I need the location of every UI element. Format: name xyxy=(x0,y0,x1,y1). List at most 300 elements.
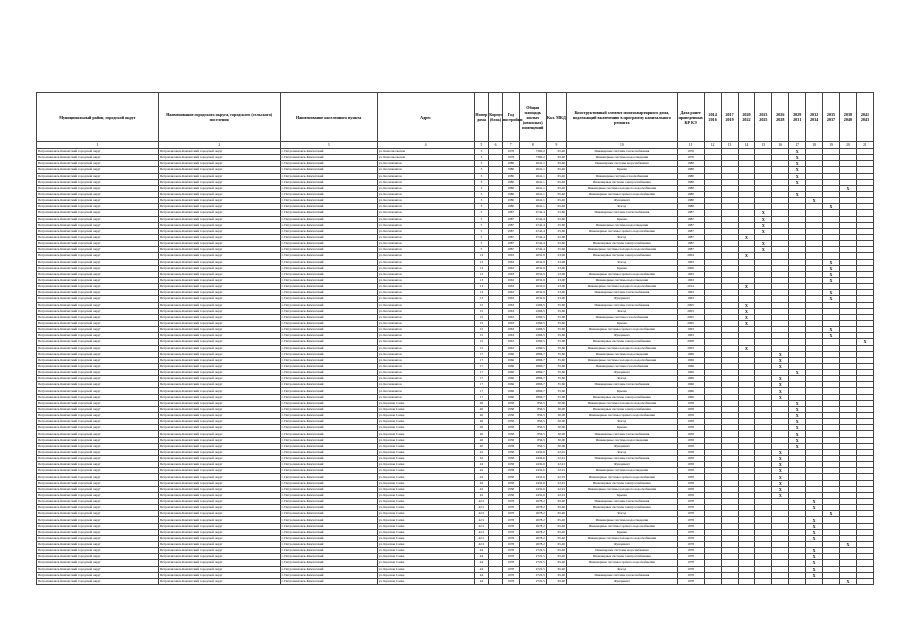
column-number: 14 xyxy=(738,142,755,149)
table-body xyxy=(37,149,874,585)
period-cell: X xyxy=(806,529,823,535)
period-cell: X xyxy=(806,523,823,529)
cell-house: 44 xyxy=(474,560,489,566)
cell-district: Петропавловск-Камчатский городской округ xyxy=(37,443,159,449)
cell-district: Петропавловск-Камчатский городской округ xyxy=(37,308,159,314)
cell-area: 2866,7 xyxy=(519,357,546,363)
cell-year: 1966 xyxy=(502,351,519,357)
cell-mkd: 65,40 xyxy=(546,185,566,191)
cell-street: ул. Космонавтов xyxy=(377,351,474,357)
cell-element: Инженерные системы горячего водоснабжения xyxy=(567,228,678,234)
period-cell: X xyxy=(772,351,789,357)
cell-street: ул. Красная Сопка xyxy=(377,468,474,474)
cell-prev: 1958 xyxy=(677,480,704,486)
cell-district: Петропавловск-Камчатский городской округ xyxy=(37,339,159,345)
cell-street: ул. Космонавтов xyxy=(377,234,474,240)
cell-street: ул. Красная Сопка xyxy=(377,548,474,554)
cell-house: 15 xyxy=(474,333,489,339)
cell-district: Петропавловск-Камчатский городской округ xyxy=(37,382,159,388)
period-cell: X xyxy=(789,149,806,155)
cell-element: Инженерные системы горячего водоснабжения xyxy=(567,191,678,197)
cell-locality: г. Петропавловск-Камчатский xyxy=(280,167,377,173)
cell-element: Крыша xyxy=(567,167,678,173)
cell-district: Петропавловск-Камчатский городской округ xyxy=(37,511,159,517)
cell-district: Петропавловск-Камчатский городской округ xyxy=(37,345,159,351)
cell-street: ул. Красная Сопка xyxy=(377,425,474,431)
cell-settlement: Петропавловск-Камчатский городской округ xyxy=(158,370,280,376)
cell-prev: 1978 xyxy=(677,505,704,511)
cell-prev: 1980 xyxy=(677,179,704,185)
cell-district: Петропавловск-Камчатский городской округ xyxy=(37,370,159,376)
column-number: 7 xyxy=(502,142,519,149)
cell-street: ул. Космонавтов xyxy=(377,339,474,345)
cell-prev: 1980 xyxy=(677,185,704,191)
cell-district: Петропавловск-Камчатский городской округ xyxy=(37,523,159,529)
cell-prev: 1966 xyxy=(677,370,704,376)
cell-district: Петропавловск-Камчатский городской округ xyxy=(37,179,159,185)
cell-locality: г. Петропавловск-Камчатский xyxy=(280,228,377,234)
cell-element: Инженерные системы водоотведения xyxy=(567,517,678,523)
cell-district: Петропавловск-Камчатский городской округ xyxy=(37,241,159,247)
cell-district: Петропавловск-Камчатский городской округ xyxy=(37,474,159,480)
column-number: 10 xyxy=(567,142,678,149)
cell-house: 17 xyxy=(474,376,489,382)
cell-prev: 1978 xyxy=(677,554,704,560)
cell-district: Петропавловск-Камчатский городской округ xyxy=(37,505,159,511)
cell-element: Инженерные системы теплоснабжения xyxy=(567,572,678,578)
cell-street: ул. Красная Сопка xyxy=(377,406,474,412)
cell-mkd: 35,60 xyxy=(546,382,566,388)
cell-locality: г. Петропавловск-Камчатский xyxy=(280,535,377,541)
cell-year: 1958 xyxy=(502,449,519,455)
cell-house: 13 xyxy=(474,265,489,271)
period-cell: X xyxy=(823,296,840,302)
cell-element: Инженерные системы водоотведения xyxy=(567,155,678,161)
cell-street: ул. Красная Сопка xyxy=(377,517,474,523)
cell-element: Инженерные системы теплоснабжения xyxy=(567,149,678,155)
cell-district: Петропавловск-Камчатский городской округ xyxy=(37,529,159,535)
period-cell: X xyxy=(823,204,840,210)
cell-element: Фундамент xyxy=(567,296,678,302)
period-cell: X xyxy=(738,320,755,326)
cell-street: ул. Космонавтов xyxy=(377,173,474,179)
cell-mkd: 22,91 xyxy=(546,462,566,468)
cell-area: 2266,5 xyxy=(519,333,546,339)
cell-house: 42 xyxy=(474,468,489,474)
cell-mkd: 30,00 xyxy=(546,431,566,437)
cell-house: 3 xyxy=(474,191,489,197)
cell-mkd: 65,40 xyxy=(546,566,566,572)
cell-mkd: 65,40 xyxy=(546,155,566,161)
cell-street: ул. Космонавтов xyxy=(377,241,474,247)
cell-street: ул. Космонавтов xyxy=(377,314,474,320)
cell-year: 1966 xyxy=(502,394,519,400)
cell-locality: г. Петропавловск-Камчатский xyxy=(280,431,377,437)
cell-street: ул. Космонавтов xyxy=(377,179,474,185)
column-number: 6 xyxy=(489,142,503,149)
cell-year: 1963 xyxy=(502,345,519,351)
period-cell: X xyxy=(755,210,772,216)
cell-year: 1958 xyxy=(502,443,519,449)
cell-year: 1980 xyxy=(502,191,519,197)
cell-street: ул. Красная Сопка xyxy=(377,554,474,560)
cell-district: Петропавловск-Камчатский городской округ xyxy=(37,400,159,406)
cell-element: Инженерные системы горячего водоснабжения xyxy=(567,560,678,566)
cell-element: Инженерные системы холодного водоснабжения xyxy=(567,400,678,406)
cell-element: Крыша xyxy=(567,388,678,394)
cell-area: 2866,7 xyxy=(519,394,546,400)
cell-street: ул. Красная Сопка xyxy=(377,486,474,492)
cell-street: ул. Космонавтов xyxy=(377,320,474,326)
cell-locality: г. Петропавловск-Камчатский xyxy=(280,149,377,155)
cell-house: 42 xyxy=(474,456,489,462)
cell-settlement: Петропавловск-Камчатский городской округ xyxy=(158,542,280,548)
period-cell: X xyxy=(839,185,856,191)
cell-settlement: Петропавловск-Камчатский городской округ xyxy=(158,191,280,197)
cell-mkd: 30,00 xyxy=(546,400,566,406)
cell-street: ул. Красная Сопка xyxy=(377,456,474,462)
period-cell: X xyxy=(823,511,840,517)
cell-prev: 2003 xyxy=(677,308,704,314)
cell-house: 3 xyxy=(474,204,489,210)
column-number-row xyxy=(37,142,874,149)
period-cell: X xyxy=(839,542,856,548)
cell-street: ул. Космонавтов xyxy=(377,290,474,296)
cell-settlement: Петропавловск-Камчатский городской округ xyxy=(158,234,280,240)
period-cell: X xyxy=(738,234,755,240)
cell-locality: г. Петропавловск-Камчатский xyxy=(280,462,377,468)
cell-district: Петропавловск-Камчатский городской округ xyxy=(37,578,159,584)
column-number: 1 xyxy=(37,142,159,149)
cell-house: 5 xyxy=(474,247,489,253)
cell-street: ул. Космонавтов xyxy=(377,284,474,290)
cell-street: ул. Красная Сопка xyxy=(377,511,474,517)
cell-area: 2266,5 xyxy=(519,320,546,326)
cell-year: 1980 xyxy=(502,167,519,173)
cell-element: Инженерные системы холодного водоснабжения xyxy=(567,486,678,492)
period-cell: X xyxy=(789,173,806,179)
period-cell: X xyxy=(772,376,789,382)
cell-prev: 1966 xyxy=(677,363,704,369)
cell-element: Фундамент xyxy=(567,333,678,339)
cell-area: 2432,6 xyxy=(519,468,546,474)
cell-settlement: Петропавловск-Камчатский городской округ xyxy=(158,388,280,394)
cell-year: 1980 xyxy=(502,204,519,210)
cell-locality: г. Петропавловск-Камчатский xyxy=(280,413,377,419)
cell-year: 1958 xyxy=(502,406,519,412)
cell-district: Петропавловск-Камчатский городской округ xyxy=(37,185,159,191)
cell-mkd: 65,40 xyxy=(546,548,566,554)
period-cell: X xyxy=(755,222,772,228)
cell-area: 2266,5 xyxy=(519,314,546,320)
period-cell: X xyxy=(856,339,873,345)
cell-area: 2641,1 xyxy=(519,173,546,179)
cell-street: ул. Красная Сопка xyxy=(377,578,474,584)
cell-locality: г. Петропавловск-Камчатский xyxy=(280,443,377,449)
cell-locality: г. Петропавловск-Камчатский xyxy=(280,419,377,425)
cell-area: 4742,4 xyxy=(519,210,546,216)
cell-district: Петропавловск-Камчатский городской округ xyxy=(37,228,159,234)
period-cell: X xyxy=(823,271,840,277)
period-cell: X xyxy=(823,327,840,333)
cell-mkd: 22,91 xyxy=(546,468,566,474)
cell-street: ул. Красная Сопка xyxy=(377,572,474,578)
cell-street: ул. Красная Сопка xyxy=(377,419,474,425)
cell-area: 2032,9 xyxy=(519,271,546,277)
capital-repair-table xyxy=(36,92,874,585)
period-cell: X xyxy=(789,179,806,185)
cell-district: Петропавловск-Камчатский городской округ xyxy=(37,161,159,167)
cell-street: ул. Космонавтов xyxy=(377,191,474,197)
cell-settlement: Петропавловск-Камчатский городской округ xyxy=(158,179,280,185)
cell-area: 856,5 xyxy=(519,406,546,412)
cell-prev: 1978 xyxy=(677,572,704,578)
cell-area: 2032,9 xyxy=(519,284,546,290)
cell-area: 2866,7 xyxy=(519,388,546,394)
cell-locality: г. Петропавловск-Камчатский xyxy=(280,499,377,505)
cell-area: 2722,5 xyxy=(519,548,546,554)
period-cell: X xyxy=(789,443,806,449)
cell-area: 2032,9 xyxy=(519,265,546,271)
period-cell: X xyxy=(823,290,840,296)
cell-house: 44 xyxy=(474,554,489,560)
cell-locality: г. Петропавловск-Камчатский xyxy=(280,456,377,462)
period-cell: X xyxy=(823,277,840,283)
cell-prev: 1980 xyxy=(677,204,704,210)
cell-year: 1963 xyxy=(502,296,519,302)
cell-prev: 1966 xyxy=(677,388,704,394)
cell-district: Петропавловск-Камчатский городской округ xyxy=(37,302,159,308)
cell-mkd: 22,91 xyxy=(546,492,566,498)
cell-mkd: 23,00 xyxy=(546,259,566,265)
cell-settlement: Петропавловск-Камчатский городской округ xyxy=(158,511,280,517)
cell-mkd: 23,00 xyxy=(546,290,566,296)
cell-settlement: Петропавловск-Камчатский городской округ xyxy=(158,394,280,400)
cell-street: ул. Красная Сопка xyxy=(377,560,474,566)
cell-prev: 1958 xyxy=(677,406,704,412)
cell-house: 5 xyxy=(474,210,489,216)
cell-element: Инженерные системы теплоснабжения xyxy=(567,382,678,388)
cell-district: Петропавловск-Камчатский городской округ xyxy=(37,486,159,492)
cell-locality: г. Петропавловск-Камчатский xyxy=(280,517,377,523)
period-cell: X xyxy=(738,253,755,259)
cell-mkd: 22,91 xyxy=(546,486,566,492)
cell-district: Петропавловск-Камчатский городской округ xyxy=(37,462,159,468)
cell-street: ул. Красная Сопка xyxy=(377,535,474,541)
cell-mkd: 65,40 xyxy=(546,511,566,517)
cell-house: 42/1 xyxy=(474,511,489,517)
column-number: 13 xyxy=(721,142,738,149)
cell-district: Петропавловск-Камчатский городской округ xyxy=(37,351,159,357)
cell-street: ул. Космонавтов xyxy=(377,216,474,222)
cell-locality: г. Петропавловск-Камчатский xyxy=(280,284,377,290)
column-number: 5 xyxy=(474,142,489,149)
cell-element: Фундамент xyxy=(567,578,678,584)
cell-locality: г. Петропавловск-Камчатский xyxy=(280,468,377,474)
cell-locality: г. Петропавловск-Камчатский xyxy=(280,406,377,412)
cell-element: Фасад xyxy=(567,259,678,265)
cell-prev: 1978 xyxy=(677,548,704,554)
column-header: 2032 2034 xyxy=(806,93,823,142)
cell-element: Инженерные системы газоснабжения xyxy=(567,173,678,179)
cell-street: ул. Красная Сопка xyxy=(377,523,474,529)
cell-mkd: 65,40 xyxy=(546,161,566,167)
cell-prev: 1978 xyxy=(677,542,704,548)
cell-area: 2722,5 xyxy=(519,560,546,566)
cell-district: Петропавловск-Камчатский городской округ xyxy=(37,265,159,271)
cell-locality: г. Петропавловск-Камчатский xyxy=(280,259,377,265)
cell-house: 42 xyxy=(474,449,489,455)
period-cell xyxy=(704,578,721,584)
cell-street: ул. Космонавтов xyxy=(377,253,474,259)
cell-area: 856,5 xyxy=(519,419,546,425)
cell-prev: 1966 xyxy=(677,394,704,400)
period-cell: X xyxy=(772,394,789,400)
cell-area: 2032,9 xyxy=(519,259,546,265)
period-cell: X xyxy=(772,462,789,468)
cell-locality: г. Петропавловск-Камчатский xyxy=(280,222,377,228)
cell-prev: 1958 xyxy=(677,400,704,406)
cell-settlement: Петропавловск-Камчатский городской округ xyxy=(158,351,280,357)
cell-settlement: Петропавловск-Камчатский городской округ xyxy=(158,357,280,363)
cell-year: 1958 xyxy=(502,425,519,431)
cell-year: 1963 xyxy=(502,284,519,290)
cell-locality: г. Петропавловск-Камчатский xyxy=(280,578,377,584)
cell-mkd: 22,91 xyxy=(546,474,566,480)
cell-street: ул. Космонавтов xyxy=(377,204,474,210)
cell-settlement: Петропавловск-Камчатский городской округ xyxy=(158,480,280,486)
cell-locality: г. Петропавловск-Камчатский xyxy=(280,542,377,548)
cell-mkd: 65,40 xyxy=(546,198,566,204)
cell-locality: г. Петропавловск-Камчатский xyxy=(280,394,377,400)
column-header: Кол. МКД xyxy=(546,93,566,142)
cell-house: 5 xyxy=(474,234,489,240)
column-number: 12 xyxy=(704,142,721,149)
cell-year: 1978 xyxy=(502,578,519,584)
cell-mkd: 25,60 xyxy=(546,222,566,228)
column-header: Общая площадь жилых (нежилых) помещений xyxy=(519,93,546,142)
cell-mkd: 22,91 xyxy=(546,480,566,486)
cell-locality: г. Петропавловск-Камчатский xyxy=(280,253,377,259)
period-cell: X xyxy=(823,259,840,265)
period-cell: X xyxy=(789,167,806,173)
period-cell: X xyxy=(738,345,755,351)
cell-house: 3 xyxy=(474,198,489,204)
cell-district: Петропавловск-Камчатский городской округ xyxy=(37,492,159,498)
cell-area: 2432,6 xyxy=(519,462,546,468)
cell-mkd: 23,00 xyxy=(546,277,566,283)
period-cell: X xyxy=(738,308,755,314)
cell-settlement: Петропавловск-Камчатский городской округ xyxy=(158,468,280,474)
cell-locality: г. Петропавловск-Камчатский xyxy=(280,210,377,216)
cell-prev: 1958 xyxy=(677,486,704,492)
cell-element: Инженерные системы теплоснабжения xyxy=(567,290,678,296)
cell-mkd: 35,60 xyxy=(546,339,566,345)
cell-mkd: 22,91 xyxy=(546,449,566,455)
cell-prev: 1963 xyxy=(677,290,704,296)
capital-repair-table-sheet xyxy=(36,92,874,585)
cell-area: 4742,4 xyxy=(519,241,546,247)
period-cell: X xyxy=(772,382,789,388)
cell-element: Инженерные системы электроснабжения xyxy=(567,253,678,259)
period-cell: X xyxy=(789,419,806,425)
cell-locality: г. Петропавловск-Камчатский xyxy=(280,271,377,277)
column-header: 2041 2043 xyxy=(856,93,873,142)
cell-prev: 1978 xyxy=(677,529,704,535)
cell-settlement: Петропавловск-Камчатский городской округ xyxy=(158,222,280,228)
cell-settlement: Петропавловск-Камчатский городской округ xyxy=(158,155,280,161)
cell-area: 2266,5 xyxy=(519,339,546,345)
period-cell: X xyxy=(772,456,789,462)
cell-settlement: Петропавловск-Камчатский городской округ xyxy=(158,216,280,222)
cell-year: 1958 xyxy=(502,486,519,492)
cell-settlement: Петропавловск-Камчатский городской округ xyxy=(158,406,280,412)
cell-locality: г. Петропавловск-Камчатский xyxy=(280,333,377,339)
cell-mkd: 30,00 xyxy=(546,425,566,431)
cell-street: ул. Космонавтов xyxy=(377,210,474,216)
cell-locality: г. Петропавловск-Камчатский xyxy=(280,296,377,302)
cell-locality: г. Петропавловск-Камчатский xyxy=(280,204,377,210)
column-number: 9 xyxy=(546,142,566,149)
cell-house: 13 xyxy=(474,259,489,265)
cell-street: ул. Красная Сопка xyxy=(377,492,474,498)
cell-element: Крыша xyxy=(567,425,678,431)
cell-area: 2641,1 xyxy=(519,191,546,197)
cell-mkd: 65,40 xyxy=(546,499,566,505)
cell-district: Петропавловск-Камчатский городской округ xyxy=(37,413,159,419)
cell-element: Инженерные системы электроснабжения xyxy=(567,480,678,486)
cell-area: 856,5 xyxy=(519,400,546,406)
cell-prev: 2005 xyxy=(677,320,704,326)
cell-house: 17 xyxy=(474,382,489,388)
cell-year: 1978 xyxy=(502,155,519,161)
cell-element: Инженерные системы теплоснабжения xyxy=(567,210,678,216)
cell-house: 44 xyxy=(474,578,489,584)
cell-area: 2866,7 xyxy=(519,382,546,388)
cell-area: 2266,5 xyxy=(519,302,546,308)
cell-settlement: Петропавловск-Камчатский городской округ xyxy=(158,505,280,511)
cell-year: 1958 xyxy=(502,413,519,419)
cell-element: Фундамент xyxy=(567,370,678,376)
cell-locality: г. Петропавловск-Камчатский xyxy=(280,449,377,455)
cell-prev: 1958 xyxy=(677,413,704,419)
cell-prev: 1958 xyxy=(677,443,704,449)
cell-area: 2678,2 xyxy=(519,523,546,529)
cell-area: 856,5 xyxy=(519,425,546,431)
cell-district: Петропавловск-Камчатский городской округ xyxy=(37,210,159,216)
cell-district: Петропавловск-Камчатский городской округ xyxy=(37,468,159,474)
cell-settlement: Петропавловск-Камчатский городской округ xyxy=(158,443,280,449)
cell-house: 17 xyxy=(474,351,489,357)
cell-street: ул. Красная Сопка xyxy=(377,505,474,511)
cell-prev: 1978 xyxy=(677,523,704,529)
cell-element: Инженерные системы электроснабжения xyxy=(567,339,678,345)
cell-year: 1958 xyxy=(502,468,519,474)
cell-settlement: Петропавловск-Камчатский городской округ xyxy=(158,474,280,480)
cell-settlement: Петропавловск-Камчатский городской округ xyxy=(158,228,280,234)
column-header: Корпус (блок) xyxy=(489,93,503,142)
cell-house: 3 xyxy=(474,173,489,179)
cell-mkd: 65,40 xyxy=(546,149,566,155)
cell-house: 17 xyxy=(474,357,489,363)
cell-settlement: Петропавловск-Камчатский городской округ xyxy=(158,431,280,437)
cell-district: Петропавловск-Камчатский городской округ xyxy=(37,548,159,554)
cell-settlement: Петропавловск-Камчатский городской округ xyxy=(158,529,280,535)
cell-district: Петропавловск-Камчатский городской округ xyxy=(37,499,159,505)
column-number: 15 xyxy=(755,142,772,149)
cell-locality: г. Петропавловск-Камчатский xyxy=(280,234,377,240)
period-cell: X xyxy=(806,560,823,566)
